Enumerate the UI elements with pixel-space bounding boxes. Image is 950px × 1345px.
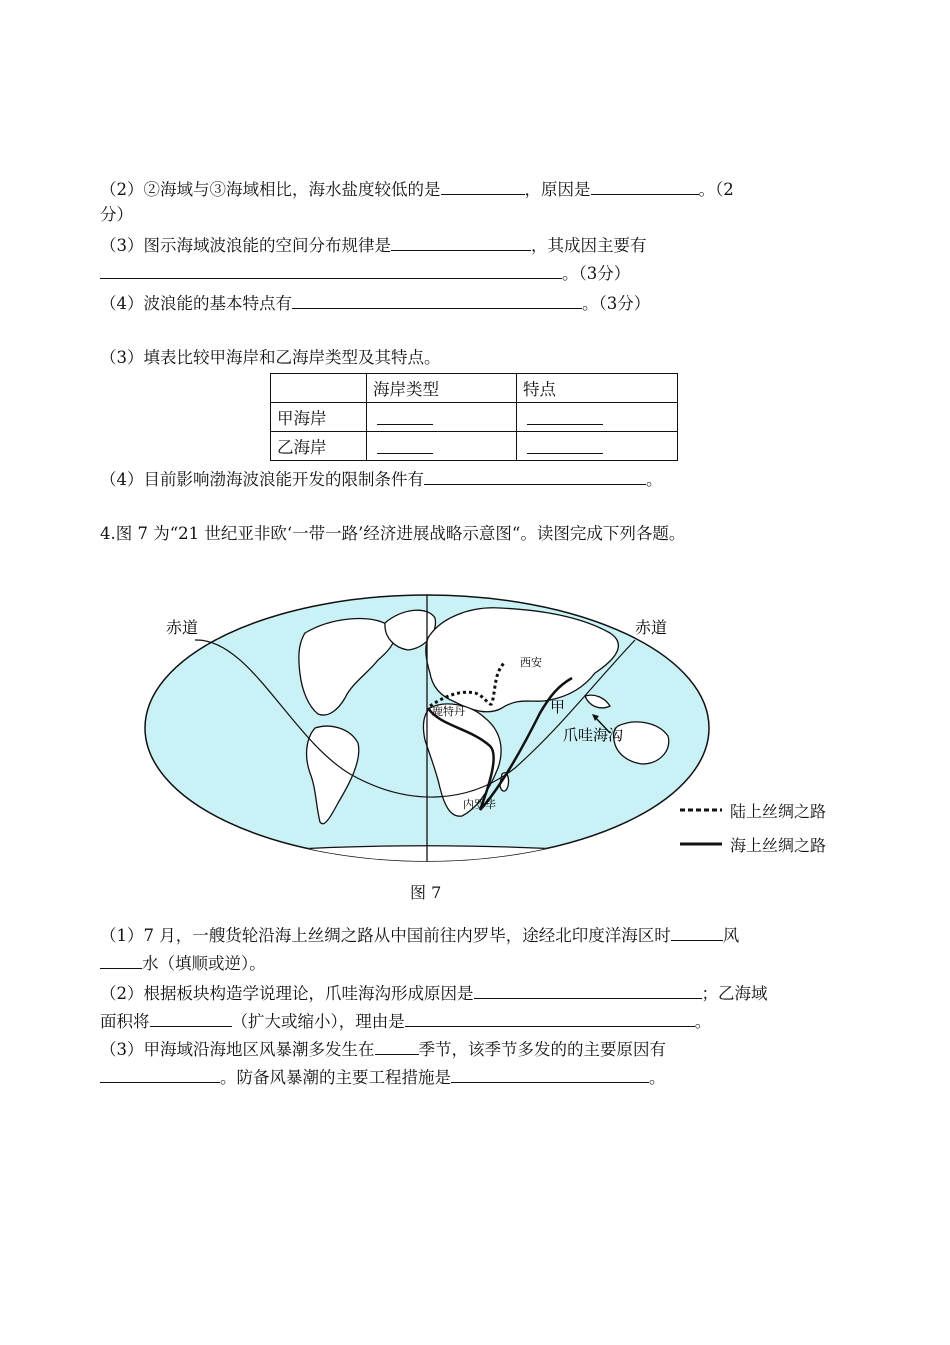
row-label: 甲海岸 xyxy=(271,403,367,432)
sub3-line2-mid: 。防备风暴潮的主要工程措施是 xyxy=(220,1068,451,1087)
q2-text: （2）②海域与③海域相比，海水盐度较低的是 xyxy=(100,180,441,199)
jia-label: 甲 xyxy=(550,699,566,716)
java-trench-label: 爪哇海沟 xyxy=(563,727,624,744)
sub2-line2-mid: （扩大或缩小），理由是 xyxy=(231,1012,405,1031)
table-row xyxy=(271,403,678,432)
answer-blank[interactable] xyxy=(451,1064,649,1083)
answer-blank[interactable] xyxy=(150,1008,232,1027)
question4-title: 4.图 7 为“21 世纪亚非欧‘一带一路’经济进展战略示意图“。读图完成下列各题。 xyxy=(100,524,686,543)
answer-blank[interactable] xyxy=(671,922,723,941)
antarctica xyxy=(160,846,700,868)
answer-blank[interactable] xyxy=(391,232,531,251)
row-label: 乙海岸 xyxy=(271,432,367,461)
q3-line1 xyxy=(100,232,647,258)
answer-blank[interactable] xyxy=(100,1064,220,1083)
q4-text: （4）波浪能的基本特点有 xyxy=(100,294,292,313)
answer-blank[interactable] xyxy=(527,435,603,454)
answer-blank[interactable] xyxy=(375,1036,419,1055)
q2-line2: 分） xyxy=(100,205,133,224)
q2-end: 。（2 xyxy=(698,180,734,199)
table-cell xyxy=(367,403,517,432)
xian-label: 西安 xyxy=(520,657,542,669)
q4b-text: （4）目前影响渤海波浪能开发的限制条件有 xyxy=(100,470,424,489)
answer-blank[interactable] xyxy=(377,435,433,454)
table-cell xyxy=(517,432,678,461)
equator-label-left: 赤道 xyxy=(166,620,199,637)
figure-caption: 图 7 xyxy=(410,883,442,902)
q4b-end: 。 xyxy=(646,470,663,489)
q3-end: ，其成因主要有 xyxy=(531,236,647,255)
sub1-text: （1）7 月，一艘货轮沿海上丝绸之路从中国前往内罗毕，途经北印度洋海区时 xyxy=(100,926,671,945)
q3-line2 xyxy=(100,260,630,286)
q2-line1 xyxy=(100,176,734,202)
world-map xyxy=(140,578,720,868)
answer-blank[interactable] xyxy=(377,406,433,425)
answer-blank[interactable] xyxy=(100,260,562,279)
sub2-text: （2）根据板块构造学说理论，爪哇海沟形成原因是 xyxy=(100,984,474,1003)
table-header: 海岸类型 xyxy=(367,374,517,403)
legend-land-swatch xyxy=(680,804,725,816)
q4b-line1 xyxy=(100,466,663,492)
table-header-row xyxy=(271,374,678,403)
sub1-line2-end: 水（填顺或逆）。 xyxy=(142,954,266,973)
legend-land-label: 陆上丝绸之路 xyxy=(730,802,827,821)
answer-blank[interactable] xyxy=(527,406,603,425)
q2-mid: ，原因是 xyxy=(524,180,591,199)
table-header: 特点 xyxy=(517,374,678,403)
answer-blank[interactable] xyxy=(424,466,646,485)
q3-text: （3）图示海域波浪能的空间分布规律是 xyxy=(100,236,391,255)
sub2-line2 xyxy=(100,1008,711,1034)
sub3-line2 xyxy=(100,1064,666,1090)
q4-line1 xyxy=(100,290,650,316)
sub1-line2 xyxy=(100,950,266,976)
q4-end: 。（3分） xyxy=(582,294,651,313)
sub3-line2-end: 。 xyxy=(649,1068,666,1087)
answer-blank[interactable] xyxy=(441,176,525,195)
answer-blank[interactable] xyxy=(292,290,582,309)
answer-blank[interactable] xyxy=(591,176,699,195)
sub2-line2-text: 面积将 xyxy=(100,1012,150,1031)
table-cell xyxy=(367,432,517,461)
sub1-line1 xyxy=(100,922,739,948)
q3b-line1: （3）填表比较甲海岸和乙海岸类型及其特点。 xyxy=(100,348,441,367)
sub3-text: （3）甲海域沿海地区风暴潮多发生在 xyxy=(100,1040,375,1059)
sub3-mid: 季节，该季节多发的的主要原因有 xyxy=(418,1040,666,1059)
answer-blank[interactable] xyxy=(474,980,702,999)
table-cell xyxy=(517,403,678,432)
nairobi-label: 内罗毕 xyxy=(463,799,496,811)
sub2-line2-end: 。 xyxy=(694,1012,712,1031)
q3-line2-end: 。（3分） xyxy=(562,264,631,283)
legend-sea-swatch xyxy=(680,838,725,850)
answer-blank[interactable] xyxy=(100,950,142,969)
sub2-line1 xyxy=(100,980,768,1006)
sub3-line1 xyxy=(100,1036,666,1062)
legend-sea-label: 海上丝绸之路 xyxy=(730,836,827,855)
comparison-table xyxy=(270,373,678,461)
equator-label-right: 赤道 xyxy=(635,620,668,637)
sub1-end: 风 xyxy=(722,926,740,945)
rotterdam-label: 鹿特丹 xyxy=(432,706,465,718)
table-header xyxy=(271,374,367,403)
sub2-end: ；乙海域 xyxy=(701,984,768,1003)
answer-blank[interactable] xyxy=(405,1008,695,1027)
table-row xyxy=(271,432,678,461)
